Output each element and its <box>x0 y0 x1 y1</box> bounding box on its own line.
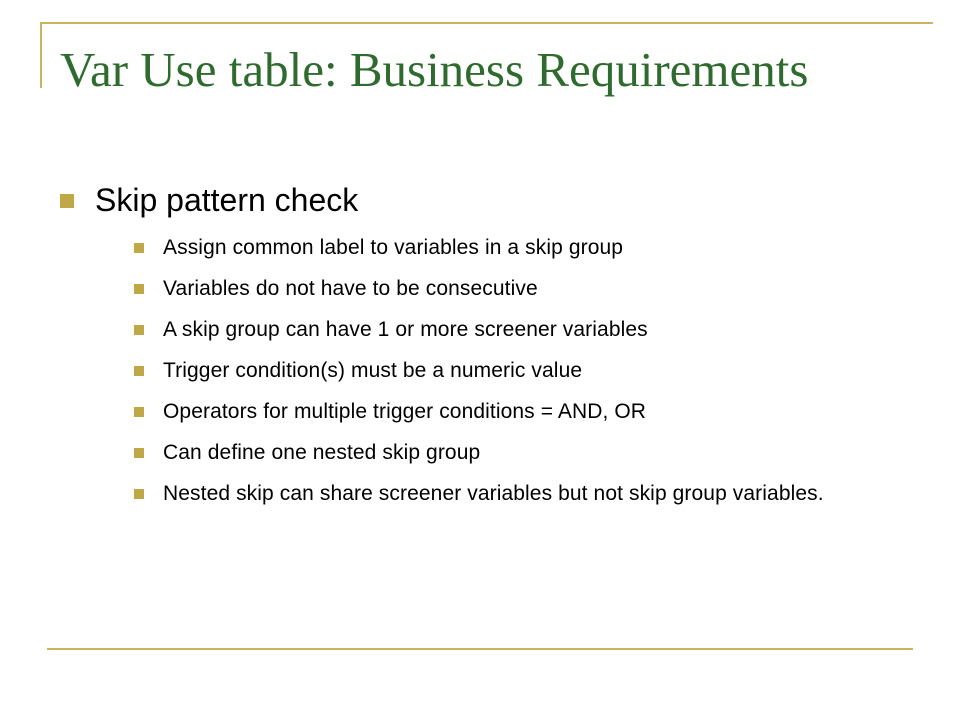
slide-title: Var Use table: Business Requirements <box>60 42 809 97</box>
square-bullet-icon <box>134 325 144 335</box>
list-item-text: A skip group can have 1 or more screener variables <box>163 318 648 341</box>
frame-top-rule <box>40 22 933 24</box>
list-item <box>134 314 920 346</box>
square-bullet-icon <box>134 243 144 253</box>
square-bullet-icon <box>60 194 74 208</box>
list-item-text: Variables do not have to be consecutive <box>163 277 538 300</box>
list-item <box>134 355 920 387</box>
list-item-text: Assign common label to variables in a skip group <box>163 236 624 259</box>
list-item-text: Nested skip can share screener variables but not skip group variables. <box>163 482 824 505</box>
list-item <box>134 273 920 305</box>
square-bullet-icon <box>134 366 144 376</box>
slide-content <box>60 176 920 519</box>
square-bullet-icon <box>134 284 144 294</box>
list-item <box>134 478 920 510</box>
list-item <box>134 396 920 428</box>
square-bullet-icon <box>134 448 144 458</box>
list-item-text: Trigger condition(s) must be a numeric value <box>163 359 583 382</box>
square-bullet-icon <box>134 489 144 499</box>
frame-left-rule <box>40 22 42 88</box>
sub-bullet-list <box>60 232 920 510</box>
list-item <box>134 437 920 469</box>
list-item <box>134 232 920 264</box>
list-item-text: Can define one nested skip group <box>163 441 481 464</box>
heading-bullet-text: Skip pattern check <box>95 182 359 218</box>
frame-bottom-rule <box>47 648 913 650</box>
list-item-text: Operators for multiple trigger conditions = AND, OR <box>163 400 647 423</box>
square-bullet-icon <box>134 407 144 417</box>
bullet-level-1 <box>60 176 920 224</box>
